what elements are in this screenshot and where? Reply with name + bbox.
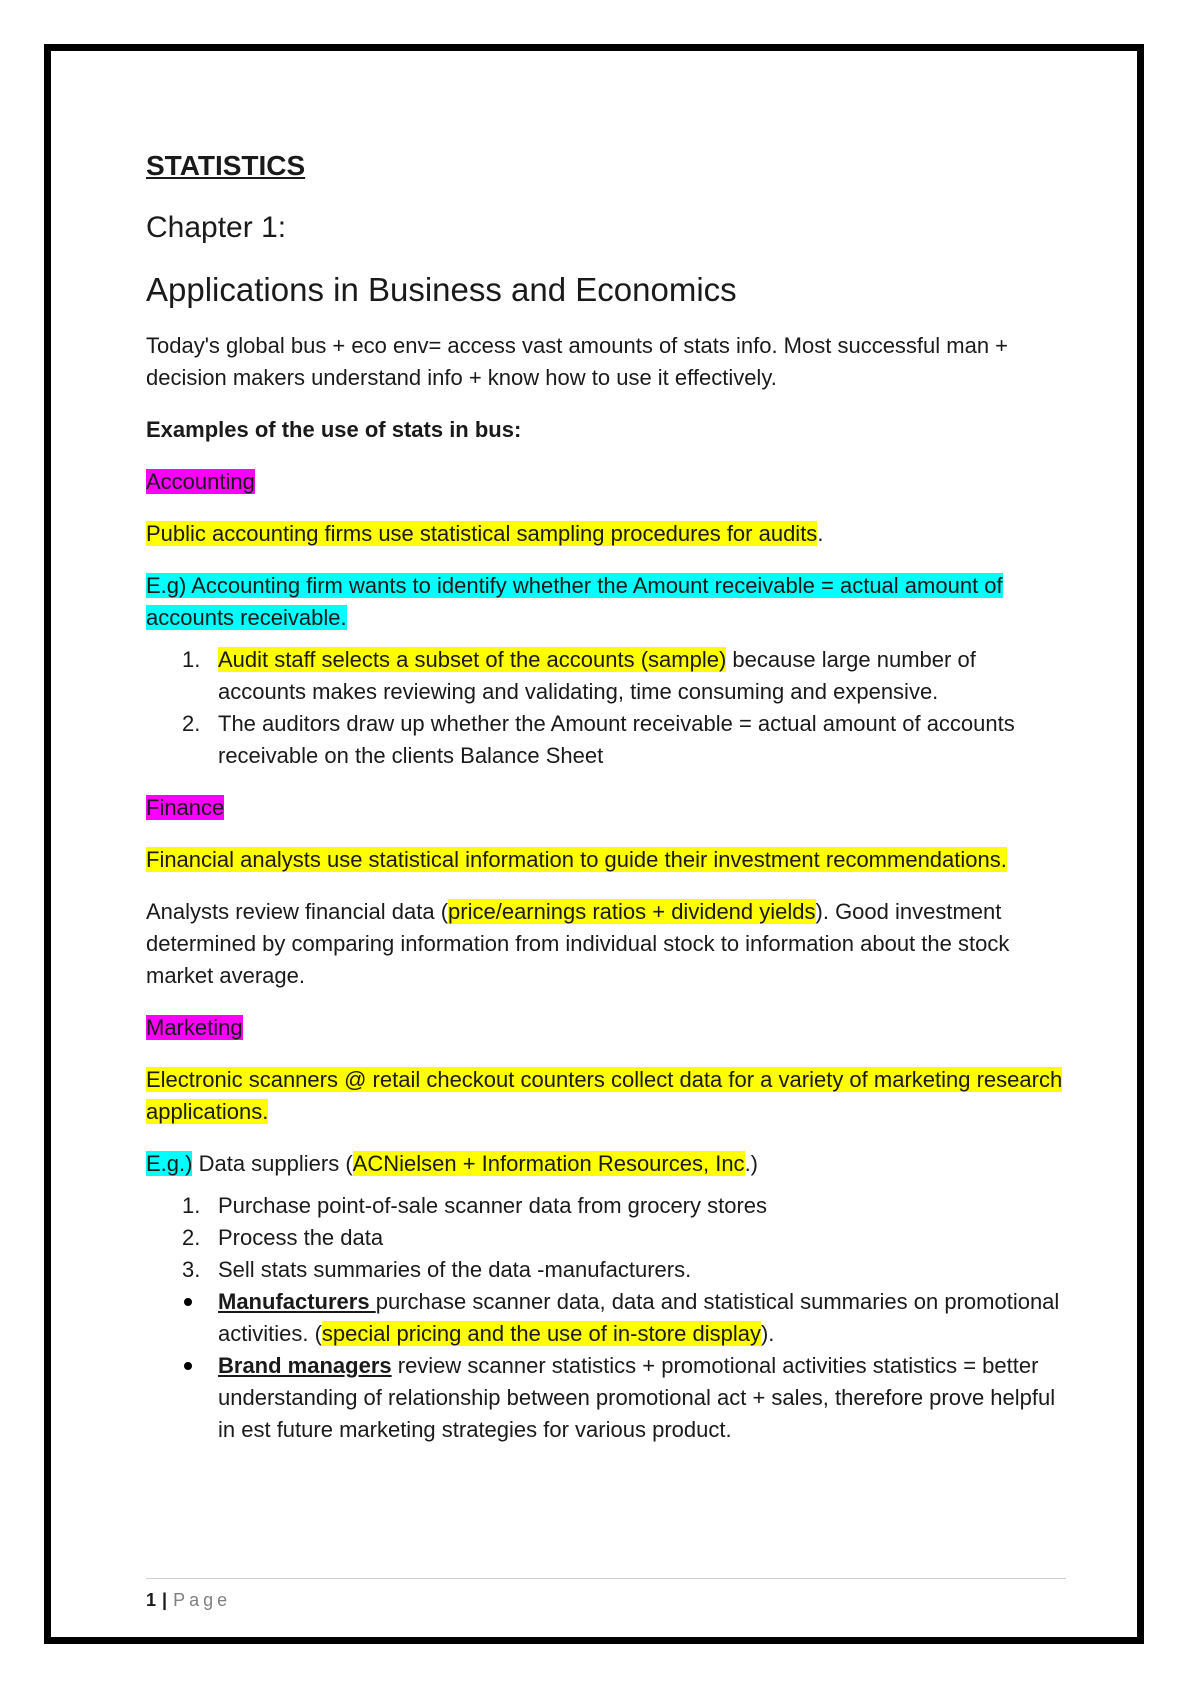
- list-number: 1.: [182, 1193, 201, 1218]
- list-item: [146, 1222, 1066, 1254]
- bullet-post: ).: [760, 1321, 775, 1346]
- list-number: 1.: [182, 647, 201, 672]
- marketing-summary: [146, 1064, 1066, 1128]
- accounting-label-text: Accounting: [146, 469, 255, 494]
- finance-detail: [146, 896, 1066, 992]
- marketing-steps: [146, 1190, 1066, 1286]
- marketing-eg-highlight: ACNielsen + Information Resources, Inc: [352, 1151, 745, 1176]
- accounting-summary: [146, 518, 1066, 550]
- marketing-example: [146, 1148, 1066, 1180]
- footer-separator: |: [162, 1590, 168, 1610]
- page-label: Page: [173, 1590, 232, 1610]
- accounting-label: [146, 466, 1066, 498]
- list-number: 3.: [182, 1257, 201, 1282]
- accounting-summary-end: .: [817, 521, 824, 546]
- marketing-summary-text: Electronic scanners @ retail checkout counters collect data for a variety of marketing research applications.: [146, 1067, 1063, 1124]
- bullet-bold: Manufacturers: [218, 1289, 376, 1314]
- finance-detail-pre: Analysts review financial data (: [146, 899, 449, 924]
- bullet-text: review scanner statistics + promotional activities statistics = better understanding of relationship between promotional act + sales, therefore prove helpful in est future marketing strategies for various product.: [218, 1353, 1056, 1442]
- bullet-highlight: special pricing and the use of in-store display: [321, 1321, 761, 1346]
- finance-summary: [146, 844, 1066, 876]
- marketing-label-text: Marketing: [146, 1015, 243, 1040]
- page-number: 1: [146, 1590, 157, 1610]
- list-item: [146, 1254, 1066, 1286]
- step-text: Sell stats summaries of the data -manufacturers.: [218, 1257, 692, 1282]
- examples-heading: Examples of the use of stats in bus:: [146, 417, 522, 442]
- accounting-example: [146, 570, 1066, 634]
- page-footer: [146, 1588, 231, 1612]
- finance-detail-post: ). Good investment determined by comparing information from individual stock to information about the stock market average.: [146, 899, 1010, 988]
- footer-divider: [146, 1578, 1066, 1579]
- step-text: The auditors draw up whether the Amount receivable = actual amount of accounts receivable on the clients Balance Sheet: [218, 711, 1015, 768]
- list-item: [146, 644, 1066, 708]
- step-highlight: Audit staff selects a subset of the accounts (sample): [218, 647, 727, 672]
- step-text: because large number of accounts makes reviewing and validating, time consuming and expensive.: [218, 647, 976, 704]
- step-text: Process the data: [218, 1225, 384, 1250]
- accounting-summary-text: Public accounting firms use statistical sampling procedures for audits: [146, 521, 818, 546]
- document-title: STATISTICS: [146, 150, 306, 181]
- marketing-label: [146, 1012, 1066, 1044]
- bullet-bold: Brand managers: [218, 1353, 392, 1378]
- bullet-text: purchase scanner data, data and statistical summaries on promotional activities. (: [218, 1289, 1060, 1346]
- marketing-eg-post: .): [744, 1151, 759, 1176]
- step-text: Purchase point-of-sale scanner data from grocery stores: [218, 1193, 768, 1218]
- list-number: 2.: [182, 1225, 201, 1250]
- finance-label-text: Finance: [146, 795, 225, 820]
- chapter-heading: Chapter 1:: [146, 211, 287, 244]
- bullet-icon: [184, 1362, 192, 1370]
- list-item: [146, 1350, 1066, 1446]
- marketing-eg: E.g.): [146, 1151, 193, 1176]
- marketing-bullets: [146, 1286, 1066, 1446]
- list-item: [146, 1190, 1066, 1222]
- accounting-example-text: E.g) Accounting firm wants to identify whether the Amount receivable = actual amount of accounts receivable.: [146, 573, 1003, 630]
- section-heading: Applications in Business and Economics: [146, 271, 737, 308]
- finance-summary-text: Financial analysts use statistical information to guide their investment recommendations.: [146, 847, 1007, 872]
- list-item: [146, 708, 1066, 772]
- document-body: [146, 140, 1066, 1446]
- intro-paragraph: Today's global bus + eco env= access vast amounts of stats info. Most successful man + decision makers understand info + know how to use it effectively.: [146, 333, 1009, 390]
- accounting-steps: [146, 644, 1066, 772]
- marketing-eg-pre: Data suppliers (: [192, 1151, 353, 1176]
- list-item: [146, 1286, 1066, 1350]
- bullet-icon: [184, 1298, 192, 1306]
- finance-label: [146, 792, 1066, 824]
- finance-detail-highlight: price/earnings ratios + dividend yields: [448, 899, 816, 924]
- list-number: 2.: [182, 711, 201, 736]
